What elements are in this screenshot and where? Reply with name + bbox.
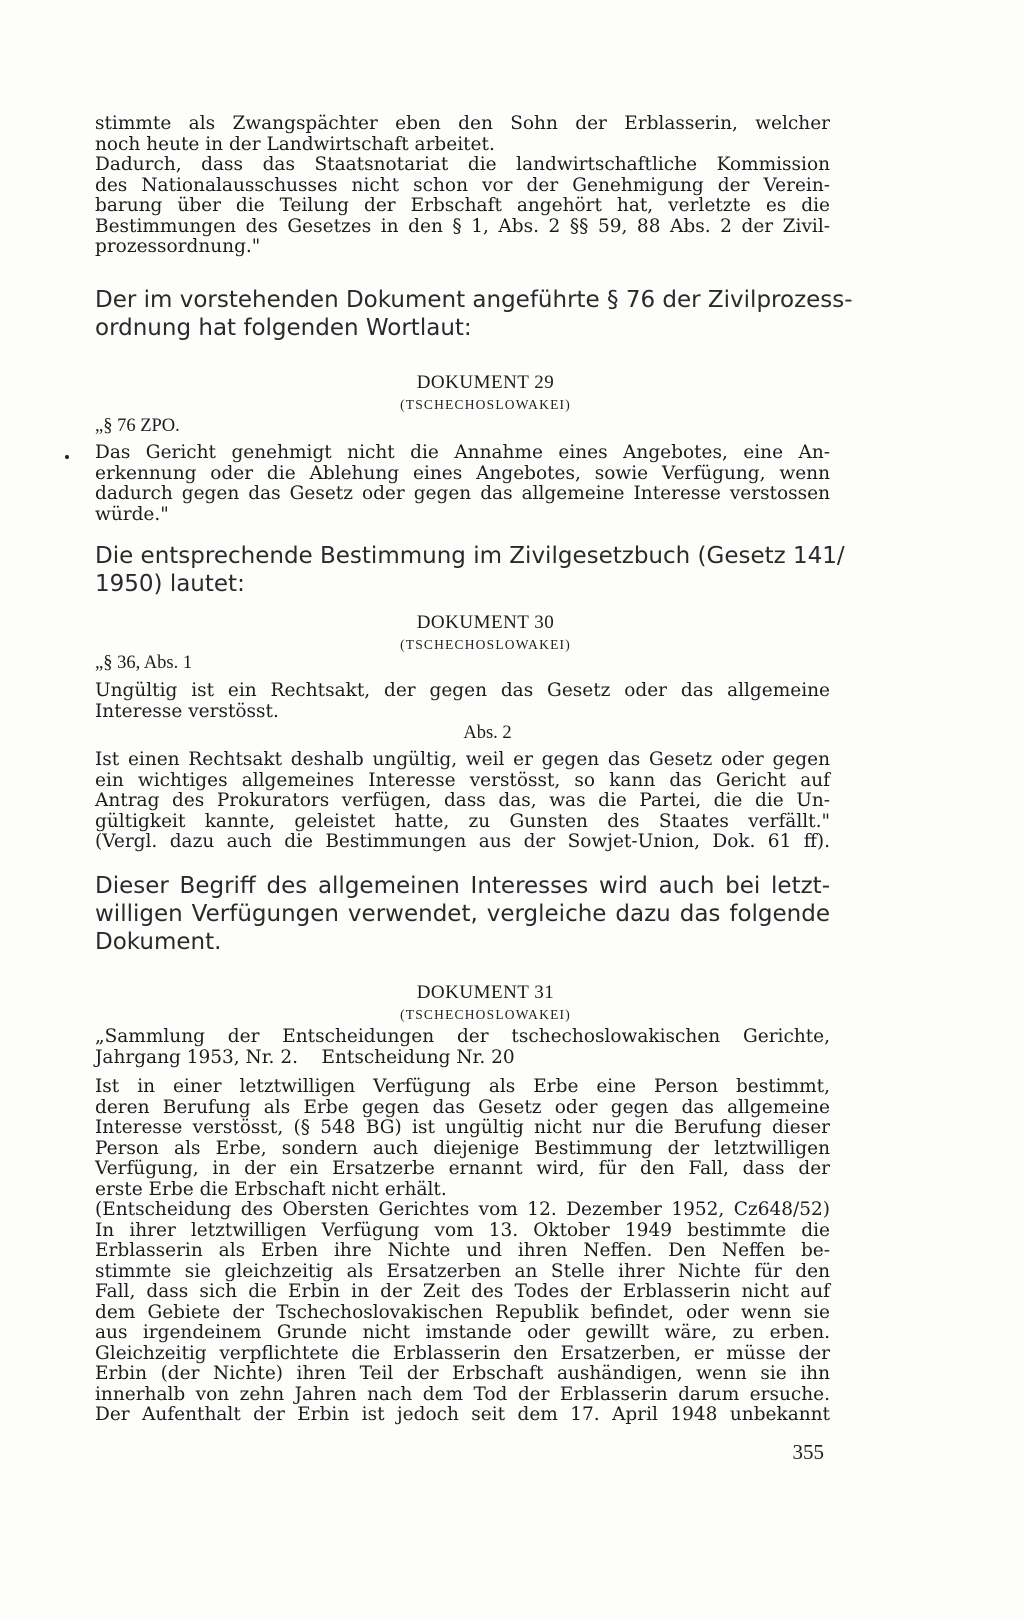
paragraph-label: „§ 76 ZPO. xyxy=(95,416,180,436)
text-line: ein wichtiges allgemeines Interesse verstösst, so kann das Gericht auf xyxy=(95,769,830,791)
text-line: Dadurch, dass das Staatsnotariat die landwirtschaftliche Kommission xyxy=(95,154,830,175)
commentary-line: Der im vorstehenden Dokument angeführte § 76 der Zivilprozess- xyxy=(95,287,853,313)
text-line: gültigkeit kannte, geleistet hatte, zu Gunsten des Staates verfällt." xyxy=(95,810,830,832)
text-line: deren Berufung als Erbe gegen das Gesetz oder gegen das allgemeine xyxy=(95,1096,830,1118)
text-line: Gleichzeitig verpflichtete die Erblasserin den Ersatzerben, er müsse der xyxy=(95,1342,830,1364)
document-29-text xyxy=(95,443,830,525)
commentary-zpo xyxy=(95,286,853,342)
text-line: würde." xyxy=(95,503,169,525)
margin-mark xyxy=(65,455,69,459)
commentary-zivilgesetzbuch xyxy=(95,542,845,598)
commentary-line: Die entsprechende Bestimmung im Zivilgesetzbuch (Gesetz 141/ xyxy=(95,543,845,569)
text-line: Interesse verstösst. xyxy=(95,700,279,722)
text-line: noch heute in der Landwirtschaft arbeitet. xyxy=(95,133,495,155)
text-line: Fall, dass sich die Erbin in der Zeit des Todes der Erblasserin nicht auf xyxy=(95,1281,830,1302)
text-line: Der Aufenthalt der Erbin ist jedoch seit dem 17. April 1948 unbekannt xyxy=(95,1404,830,1425)
commentary-line: Dokument. xyxy=(95,929,222,955)
commentary-line: 1950) lautet: xyxy=(95,571,245,597)
text-line: (Entscheidung des Obersten Gerichtes vom 12. Dezember 1952, Cz648/52) xyxy=(95,1199,830,1220)
text-line: Ist in einer letztwilligen Verfügung als Erbe eine Person bestimmt, xyxy=(95,1076,830,1097)
abs-label: Abs. 2 xyxy=(463,723,512,743)
text-line: Erblasserin als Erben ihre Nichte und ihren Neffen. Den Neffen be- xyxy=(95,1240,830,1261)
commentary-line: willigen Verfügungen verwendet, vergleiche dazu das folgende xyxy=(95,901,830,927)
document-29-heading xyxy=(118,372,853,414)
paragraph-intro xyxy=(95,114,830,155)
text-line: Antrag des Prokurators verfügen, dass das, was die Partei, die die Un- xyxy=(95,790,830,811)
text-line: des Nationalausschusses nicht schon vor der Genehmigung der Verein- xyxy=(95,174,830,196)
commentary-allgemeines-interesse xyxy=(95,872,830,956)
page-number: 355 xyxy=(792,1440,824,1464)
document-country: (TSCHECHOSLOWAKEI) xyxy=(400,397,571,412)
document-title: DOKUMENT 30 xyxy=(416,612,555,633)
text-line: Jahrgang 1953, Nr. 2. Entscheidung Nr. 20 xyxy=(95,1046,515,1068)
commentary-line: Dieser Begriff des allgemeinen Interesses wird auch bei letzt- xyxy=(95,873,830,899)
text-line: dadurch gegen das Gesetz oder gegen das allgemeine Interesse verstossen xyxy=(95,483,830,504)
document-30-abs1 xyxy=(95,681,830,722)
document-country: (TSCHECHOSLOWAKEI) xyxy=(400,637,571,652)
text-line: Erbin (der Nichte) ihren Teil der Erbschaft aushändigen, wenn sie ihn xyxy=(95,1363,830,1384)
document-30-heading xyxy=(118,612,853,654)
text-line: stimmte sie gleichzeitig als Ersatzerben an Stelle ihrer Nichte für den xyxy=(95,1260,830,1282)
text-line: Das Gericht genehmigt nicht die Annahme eines Angebotes, eine An- xyxy=(95,442,830,463)
text-line: erste Erbe die Erbschaft nicht erhält. xyxy=(95,1178,447,1200)
document-title: DOKUMENT 29 xyxy=(416,372,555,393)
text-line: barung über die Teilung der Erbschaft angehört hat, verletzte es die xyxy=(95,195,830,216)
document-title: DOKUMENT 31 xyxy=(416,982,555,1003)
document-31-source xyxy=(95,1027,830,1068)
paragraph-label: „§ 36, Abs. 1 xyxy=(95,653,193,673)
text-line: erkennung oder die Ablehung eines Angebotes, sowie Verfügung, wenn xyxy=(95,462,830,484)
document-31-leitsatz xyxy=(95,1077,830,1200)
text-line: aus irgendeinem Grunde nicht imstande oder gewillt wäre, zu erben. xyxy=(95,1322,830,1343)
document-30-abs2 xyxy=(95,750,830,853)
text-line: prozessordnung." xyxy=(95,236,261,257)
text-line: In ihrer letztwilligen Verfügung vom 13. Oktober 1949 bestimmte die xyxy=(95,1219,830,1241)
commentary-line: ordnung hat folgenden Wortlaut: xyxy=(95,315,472,341)
text-line: Ist einen Rechtsakt deshalb ungültig, weil er gegen das Gesetz oder gegen xyxy=(95,749,830,770)
text-line: „Sammlung der Entscheidungen der tschechoslowakischen Gerichte, xyxy=(95,1026,830,1047)
text-line: (Vergl. dazu auch die Bestimmungen aus der Sowjet-Union, Dok. 61 ff). xyxy=(95,831,830,852)
text-line: innerhalb von zehn Jahren nach dem Tod der Erblasserin darum ersuche. xyxy=(95,1383,830,1405)
text-line: Interesse verstösst, (§ 548 BG) ist ungültig nicht nur die Berufung dieser xyxy=(95,1117,830,1138)
text-line: Person als Erbe, sondern auch diejenige Bestimmung der letztwilligen xyxy=(95,1137,830,1159)
document-country: (TSCHECHOSLOWAKEI) xyxy=(400,1007,571,1022)
text-line: Bestimmungen des Gesetzes in den § 1, Abs. 2 §§ 59, 88 Abs. 2 der Zivil- xyxy=(95,215,830,237)
text-line: Verfügung, in der ein Ersatzerbe ernannt wird, für den Fall, dass der xyxy=(95,1158,830,1179)
text-line: stimmte als Zwangspächter eben den Sohn der Erblasserin, welcher xyxy=(95,113,830,134)
text-line: Ungültig ist ein Rechtsakt, der gegen das Gesetz oder das allgemeine xyxy=(95,680,830,701)
document-31-entscheidung xyxy=(95,1200,830,1426)
document-31-heading xyxy=(118,982,853,1024)
paragraph-staatsnotariat xyxy=(95,155,830,258)
text-line: dem Gebiete der Tschechoslovakischen Republik befindet, oder wenn sie xyxy=(95,1301,830,1323)
